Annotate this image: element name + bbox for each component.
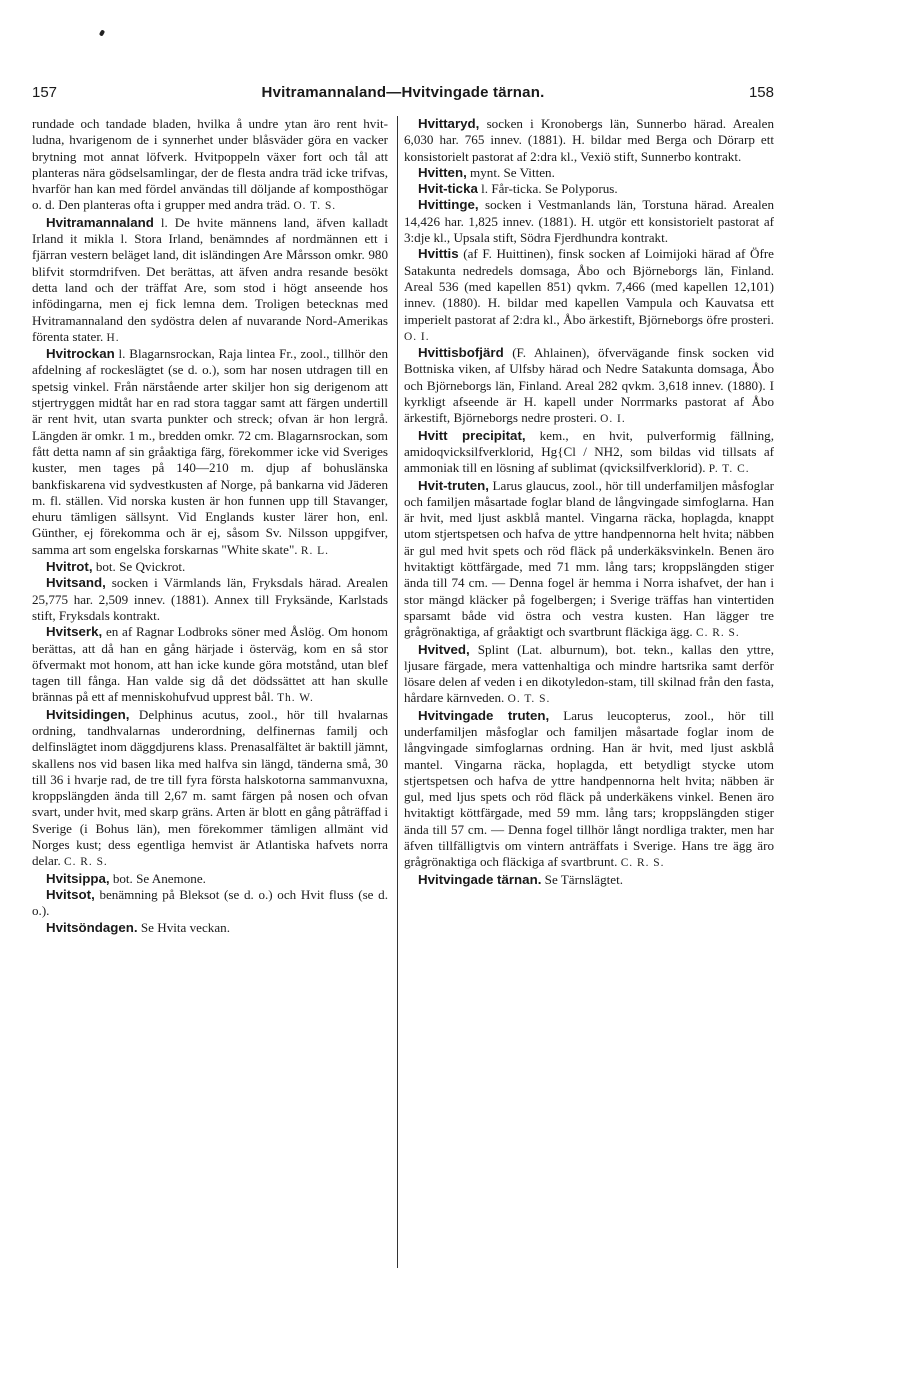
entry-headword: Hvit-truten,	[418, 477, 489, 493]
dictionary-entry	[32, 887, 388, 920]
entry-signature: P. T. C.	[708, 463, 750, 476]
entry-signature: O. I.	[404, 330, 430, 343]
entry-text: socken i Kronobergs län, Sunnerbo härad. Arealen 6,030 har. 765 innev. (1881). H. bildar med Berga och Dörarp ett konsistorielt pastorat af 2:dra kl., Vexiö stift, Sunnerbo kontrakt.	[404, 116, 774, 164]
dictionary-entry	[404, 246, 774, 345]
entry-headword: Hvitten,	[418, 164, 467, 180]
page-header	[32, 84, 774, 104]
dictionary-entry	[32, 871, 388, 887]
entry-text: rundade och tandade bladen, hvilka å undre ytan äro rent hvit-ludna, hvarigenom de i synnerhet under blåsväder göra en vacker brytning mot annat löfverk. Hvitpoppeln växer fort och tål att planteras nära gödselsamlingar, der de flesta andra träd icke trifvas, hvarför han kan med fördel användas till döljande af komposthögar o. d. Den planteras ofta i grupper med andra träd.	[32, 116, 388, 213]
entry-headword: Hvitvingade tärnan.	[418, 871, 542, 887]
dictionary-entry	[404, 197, 774, 246]
entry-headword: Hvitsidingen,	[46, 706, 130, 722]
entry-signature: Th. W.	[277, 692, 314, 705]
entry-headword: Hvitt precipitat,	[418, 427, 526, 443]
dictionary-entry	[404, 642, 774, 708]
dictionary-entry	[32, 624, 388, 706]
entry-signature: O. I.	[600, 413, 626, 426]
entry-headword: Hvit-ticka	[418, 181, 478, 197]
dictionary-entry	[404, 345, 774, 427]
entry-text: l. Blagarnsrockan, Raja lintea Fr., zool., tillhör den afdelning af rockeslägtet (se d. o.), som har nosen utdragen till en spetsig vinkel. Från närstående arter skiljer hon sig derigenom att stjertryggen midtåt har en rad stora taggar samt att färgen undertill är rent hvit, utan svarta punkter och streck; ofvan är hon lergrå. Längden är omkr. 1 m., bredden omkr. 72 cm. Blagarnsrockan, som fått detta namn af sin gråaktiga färg, förekommer icke vid Sveriges kuster, men tages på 140—210 m. djup af bohuslänska bankfiskarena vid sydvestkusten af Norge, på bankarna vid Jäderen m. fl. ställen. Vid norska kusten är hon funnen upp till Stavanger, ehuru tämligen sällsynt. Vid Englands kuster lärer hon, enl. Günther, ej förekomma och är ej, såsom Sv. Nilsson uppgifver, samma art som engelska forskarnas "White skate".	[32, 346, 388, 557]
entry-headword: Hvittisbofjärd	[418, 345, 504, 361]
right-column	[404, 116, 774, 888]
page-number-left: 157	[32, 84, 58, 101]
entry-text: kem., en hvit, pulverformig fällning, amidoqvicksilfverklorid, Hg{Cl / NH2, som bildas vid tillsats af ammoniak till en lösning af sublimat (qvicksilfverklorid).	[404, 427, 774, 476]
dictionary-entry	[32, 575, 388, 624]
entry-text: Larus glaucus, zool., hör till underfamiljen måsfoglar och familjen måsartade foglar bland de långvingade simfoglarna. Han är hvit, med ljust askblå mantel. Vingarna räcka, hoplagda, knappt utom stjertspetsen och hafva de yttre handpennorna helt hvita; näbben är gul med hvit spets och röd fläck på underkäksvinkeln. Benen äro hvitaktigt köttfärgade, med 71 mm. lång tars; kroppslängden stiger ända till 74 cm. — Denna fogel är hemma i Norra ishafvet, der han i stor mängd kläcker på fogelbergen; i Sverige träffas han vintertiden sparsamt både vid östra och vestra kusten. Han lägger tre grågrönaktiga, af gråaktigt och svartbrunt fläckiga ägg.	[404, 477, 774, 640]
entry-headword: Hvitrot,	[46, 559, 93, 575]
entry-headword: Hvitsand,	[46, 575, 106, 591]
entry-headword: Hvittaryd,	[418, 116, 480, 131]
entry-text: bot. Se Anemone.	[109, 870, 206, 886]
column-divider	[397, 116, 398, 1268]
entry-signature: R. L.	[300, 544, 329, 557]
dictionary-entry	[404, 708, 774, 872]
entry-text: l. Får-ticka. Se Polyporus.	[477, 181, 618, 197]
entry-text: Se Hvita veckan.	[137, 919, 230, 935]
entry-signature: C. R. S.	[695, 627, 740, 640]
entry-headword: Hvitsippa,	[46, 870, 110, 886]
entry-signature: C. R. S.	[620, 857, 665, 870]
dictionary-entry	[404, 165, 774, 181]
page-number-right: 158	[748, 84, 774, 101]
entry-headword: Hvitvingade truten,	[418, 707, 550, 723]
entry-text: Larus leucopterus, zool., hör till underfamiljen måsfoglar och familjen måsartade foglar inom de långvingade simfoglarnas ordning. Han är hvit, med ljust askblå mantel. Vingarna räcka, hoplagda, ett betydligt stycke utom stjertspetsen och hafva de yttre handpennorna helt hvita; näbben är gul, med ljus spets och röd fläck på underkäkens vinkel. Benen äro hvitaktigt köttfärgade, med 59 mm. lång tars; kroppslängden stiger ända till 57 cm. — Denna fogel tillhör långt nordliga trakter, men har äfven tillfälligtvis om vintern anträffats i Sverige. Hans tre ägg äro grågrönaktiga och fläckiga af svartbrunt.	[404, 707, 774, 870]
dictionary-entry	[32, 116, 388, 215]
entry-text: Se Tärnslägtet.	[541, 871, 623, 887]
dictionary-entry	[404, 116, 774, 165]
entry-text: l. De hvite männens land, äfven kalladt Irland it mikla l. Stora Irland, benämndes af nordmännen ett i fjärran vestern beläget land, dit isländingen Are Mårsson omkr. 980 blifvit stormdrifven. Det berättas, att äfven andra resande besökt detta land och der träffat Are, som stod i högt anseende hos infödingarna, men ej fick lemna dem. Troligen betecknas med Hvitramannaland den sydöstra delen af nuvarande Nord-Amerikas förenta stater.	[32, 214, 388, 344]
dictionary-entry	[404, 478, 774, 642]
dictionary-entry	[32, 920, 388, 936]
entry-text: (F. Ahlainen), öfvervägande finsk socken vid Bottniska viken, af Ulfsby härad och Nedre Satakunta domsaga, Åbo och Björneborgs län, Finland. Areal 282 qvkm. 3,618 innev. (1880). I kyrkligt afseende är H. kapell under Norrmarks pastorat af Åbo ärkestift, Björneborgs nedre prosteri.	[404, 345, 774, 426]
entry-text: bot. Se Qvickrot.	[92, 559, 186, 575]
left-column	[32, 116, 388, 936]
dictionary-entry	[32, 215, 388, 346]
entry-headword: Hvitrockan	[46, 346, 115, 362]
dictionary-entry	[32, 559, 388, 575]
entry-text: benämning på Bleksot (se d. o.) och Hvit fluss (se d. o.).	[32, 886, 388, 919]
entry-headword: Hvittis	[418, 246, 459, 262]
entry-text: (af F. Huittinen), finsk socken af Loimijoki härad af Öfre Satakunta nedredels domsaga, Åbo och Björneborgs län, Finland. Areal 536 (med kapellen 851) qvkm. 7,466 (med kapellen 12,101) innev. (1880). H. bildar med kapellen Vampula och Kauvatsa ett imperielt pastorat af 2:dra kl., Åbo ärkestift, Björneborgs öfre prosteri.	[404, 246, 774, 327]
entry-headword: Hvittinge,	[418, 197, 479, 213]
entry-text: Delphinus acutus, zool., hör till hvalarnas ordning, tandhvalarnas underordning, delfinernas familj och delfinslägtet inom däggdjurens klass. Prenasalfältet är baktill jämnt, skallens nos vid basen lika med halfva sin längd, tänderna små, 30 till 36 i hvarje rad, de tre till fyra första halskotorna sammanvuxna, kroppslängden ända till 2,67 m. samt färgen på nosen och ofvan svart, under hvit, med skarp gräns. Arten är blott en gång påträffad i Sverige (i Bohus län), men förekommer tämligen allmänt vid Norges kust; dess egentliga hemvist är Atlantiska hafvets norra delar.	[32, 706, 388, 869]
entry-signature: C. R. S.	[64, 856, 108, 869]
entry-text: en af Ragnar Lodbroks söner med Åslög. Om honom berättas, att då han en gång härjade i österväg, kom en så stor öfvermakt mot honom, att han icke kunde göra motstånd, utan blef tagen till fånga. Han valde sig då det dödssättet att han skulle brännas på ett af menniskohufvud upprest bål.	[32, 624, 388, 705]
entry-signature: O. T. S.	[293, 200, 337, 213]
entry-signature: O. T. S.	[507, 693, 551, 706]
dictionary-entry	[404, 181, 774, 197]
entry-text: Splint (Lat. alburnum), bot. tekn., kallas den yttre, ljusare färgade, mera vattenhaltiga och mindre hartsrika samt derför lösare delen af veden i en dikotyledon-stam, till skilnad från den fasta, hårdare kärnveden.	[404, 641, 774, 706]
entry-signature: H.	[106, 331, 120, 344]
dictionary-entry	[32, 346, 388, 559]
entry-headword: Hvitramannaland	[46, 214, 154, 230]
dictionary-entry	[32, 707, 388, 871]
entry-headword: Hvitsöndagen.	[46, 919, 138, 935]
entry-headword: Hvitsot,	[46, 886, 95, 902]
entry-text: socken i Vestmanlands län, Torstuna härad. Arealen 14,426 har. 1,825 innev. (1881). H. utgör ett konsistorielt pastorat af 3:dje kl., Upsala stift, Södra Fjerdhundra kontrakt.	[404, 197, 774, 246]
dictionary-entry	[404, 872, 774, 888]
entry-text: mynt. Se Vitten.	[466, 164, 555, 180]
dictionary-entry	[404, 428, 774, 478]
ink-speck	[99, 29, 105, 36]
entry-headword: Hvitserk,	[46, 624, 103, 640]
running-title: Hvitramannaland—Hvitvingade tärnan.	[261, 84, 545, 101]
entry-headword: Hvitved,	[418, 641, 470, 657]
entry-text: socken i Värmlands län, Fryksdals härad. Arealen 25,775 har. 2,509 innev. (1881). Annex till Fryksände, Karlstads stift, Fryksdals kontrakt.	[32, 575, 388, 623]
